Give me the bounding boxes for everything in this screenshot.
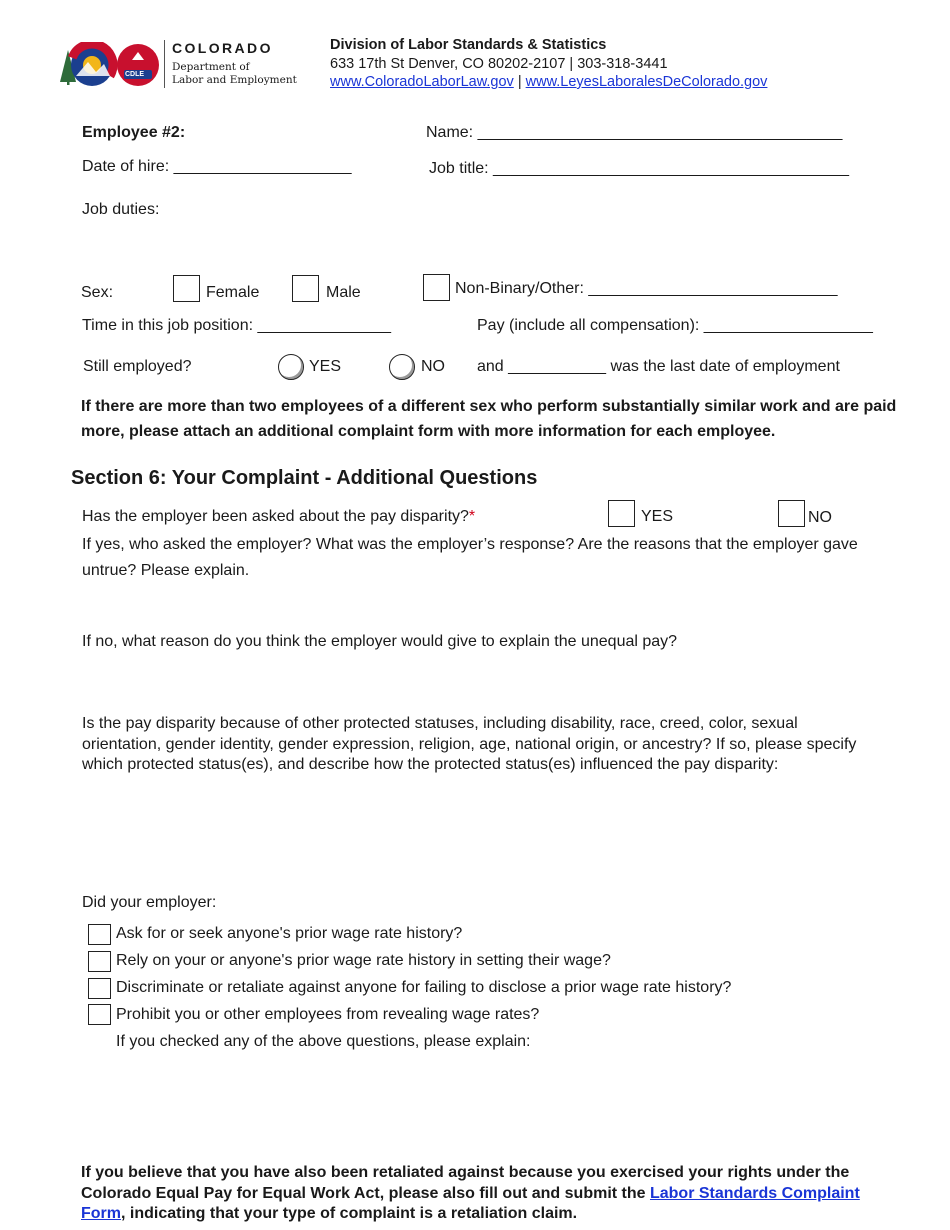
- still-employed-no-label: NO: [421, 358, 445, 375]
- retaliation-text-2: , indicating that your type of complaint is a retaliation claim.: [121, 1205, 578, 1222]
- department-line1: Department of: [172, 61, 250, 73]
- colorado-c-logo-icon: [58, 42, 173, 88]
- retaliation-text-1: If you believe that you have also been retaliated against because you exercised your rights under the Colorado Equal Pay for Equal Work Act, please also fill out and submit the: [81, 1164, 850, 1202]
- female-checkbox[interactable]: [173, 275, 200, 302]
- sex-label: Sex:: [81, 284, 114, 301]
- time-in-position-field[interactable]: Time in this job position: _______________: [82, 317, 391, 334]
- female-label: Female: [206, 284, 260, 301]
- retaliation-note: [81, 1163, 881, 1225]
- still-employed-yes-radio[interactable]: [278, 354, 304, 380]
- asked-yes-checkbox[interactable]: [608, 500, 635, 527]
- check-relied-wage-history[interactable]: [88, 951, 111, 972]
- contact-block: [330, 36, 767, 92]
- job-duties-label: Job duties:: [82, 201, 160, 218]
- complaint-form-link[interactable]: Labor Standards Complaint Form: [81, 1184, 860, 1222]
- check-label-1: Ask for or seek anyone's prior wage rate history?: [116, 925, 463, 942]
- colorado-wordmark: COLORADO: [172, 40, 273, 56]
- asked-yes-label: YES: [641, 508, 674, 525]
- still-employed-yes-label: YES: [309, 358, 342, 375]
- address-phone: 633 17th St Denver, CO 80202-2107 | 303-318-3441: [330, 55, 668, 72]
- explain-label: If you checked any of the above questions, please explain:: [116, 1033, 531, 1050]
- still-employed-label: Still employed?: [83, 358, 192, 375]
- job-title-field[interactable]: Job title: ________________________________________: [429, 160, 849, 177]
- check-sought-wage-history[interactable]: [88, 924, 111, 945]
- more-employees-note: If there are more than two employees of a different sex who perform substantially similar work and are paid more, please attach an additional complaint form with more information for each employee.: [81, 398, 897, 440]
- logo-divider: [164, 40, 165, 88]
- check-label-2: Rely on your or anyone's prior wage rate history in setting their wage?: [116, 952, 611, 969]
- q-if-yes: If yes, who asked the employer? What was the employer’s response? Are the reasons that the employer gave untrue? Please explain.: [82, 536, 858, 579]
- pay-field[interactable]: Pay (include all compensation): ___________________: [477, 317, 873, 334]
- still-employed-no-radio[interactable]: [389, 354, 415, 380]
- required-mark: *: [468, 508, 476, 525]
- department-line2: Labor and Employment: [172, 74, 297, 86]
- check-label-4: Prohibit you or other employees from revealing wage rates?: [116, 1006, 540, 1023]
- employee-name-field[interactable]: Name: _________________________________________: [426, 124, 843, 141]
- nonbinary-field[interactable]: Non-Binary/Other: ____________________________: [455, 280, 838, 297]
- leyes-laborales-link[interactable]: www.LeyesLaboralesDeColorado.gov: [525, 74, 768, 90]
- q-employer-asked-text: Has the employer been asked about the pay disparity?: [82, 508, 469, 525]
- cdle-logo: [58, 40, 308, 90]
- web-links: [330, 73, 767, 92]
- section6-title: Section 6: Your Complaint - Additional Questions: [71, 467, 538, 489]
- check-retaliated-nondisclosure[interactable]: [88, 978, 111, 999]
- male-checkbox[interactable]: [292, 275, 319, 302]
- check-prohibited-revealing[interactable]: [88, 1004, 111, 1025]
- q-if-no: If no, what reason do you think the employer would give to explain the unequal pay?: [82, 633, 678, 650]
- link-separator: |: [517, 74, 522, 90]
- cdle-badge-text: CDLE: [125, 71, 145, 78]
- nonbinary-checkbox[interactable]: [423, 274, 450, 301]
- check-label-3: Discriminate or retaliate against anyone for failing to disclose a prior wage rate history?: [116, 979, 732, 996]
- last-date-field[interactable]: and ___________ was the last date of employment: [477, 358, 840, 375]
- colorado-labor-law-link[interactable]: www.ColoradoLaborLaw.gov: [330, 74, 514, 90]
- q-employer-asked: [82, 508, 475, 526]
- employee-heading: Employee #2:: [82, 124, 186, 141]
- did-employer-label: Did your employer:: [82, 894, 217, 911]
- asked-no-checkbox[interactable]: [778, 500, 805, 527]
- date-of-hire-field[interactable]: Date of hire: ____________________: [82, 158, 352, 175]
- division-name: Division of Labor Standards & Statistics: [330, 37, 607, 53]
- male-label: Male: [326, 284, 361, 301]
- asked-no-label: NO: [808, 509, 832, 526]
- q-protected-statuses: Is the pay disparity because of other protected statuses, including disability, race, creed, color, sexual orientation, gender identity, gender expression, religion, age, national origin, or ancestry? If so, please specify which protected status(es), and describe how the protected status(es) influenced the pay disparity:: [82, 715, 857, 774]
